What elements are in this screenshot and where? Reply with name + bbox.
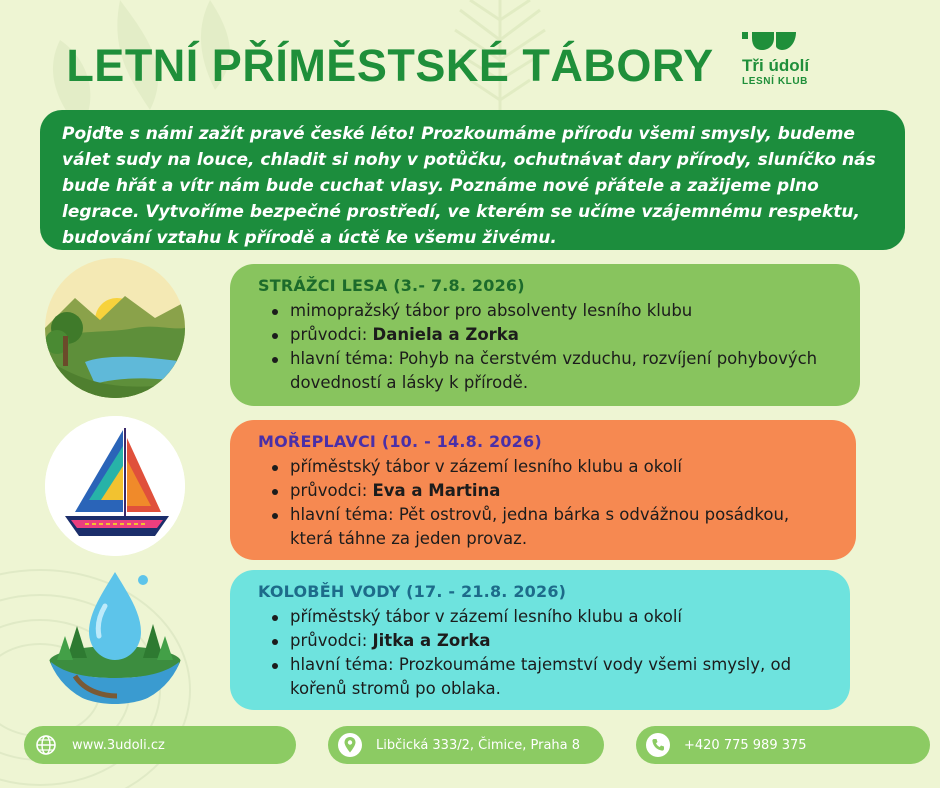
footer-website[interactable] — [24, 726, 296, 764]
phone-number[interactable]: +420 775 989 375 — [684, 737, 807, 753]
guides-label: průvodci: — [290, 481, 373, 500]
camp-guides — [258, 479, 830, 503]
footer-phone[interactable] — [636, 726, 930, 764]
landscape-icon — [45, 258, 185, 398]
guides-names: Eva a Martina — [372, 481, 501, 500]
globe-icon — [34, 733, 58, 757]
logo-name: Tři údolí — [742, 56, 810, 75]
logo-mark-icon — [742, 30, 798, 52]
guides-names: Daniela a Zorka — [372, 325, 519, 344]
guides-names: Jitka a Zorka — [372, 631, 491, 650]
footer-address — [328, 726, 604, 764]
camp-type: příměstský tábor v zázemí lesního klubu a okolí — [258, 605, 824, 629]
camp-card-kolobeh-vody — [230, 570, 850, 710]
camp-theme: hlavní téma: Pohyb na čerstvém vzduchu, rozvíjení pohybových dovedností a lásky k přírodě. — [258, 347, 834, 395]
camp-guides — [258, 629, 824, 653]
water-drop-icon — [45, 566, 185, 706]
camp-theme: hlavní téma: Prozkoumáme tajemství vody všemi smysly, od kořenů stromů po oblaka. — [258, 653, 824, 701]
camp-guides — [258, 323, 834, 347]
camp-title: MOŘEPLAVCI (10. - 14.8. 2026) — [258, 432, 542, 451]
intro-text: Pojďte s námi zažít pravé české léto! Prozkoumáme přírodu všemi smysly, budeme válet sudy na louce, chladit si nohy v potůčku, ochutnávat dary přírody, sluníčko nás bude hřát a vítr nám bude cuchat vlasy. Poznáme nové přátele a zažijeme plno legrace. Vytvoříme bezpečné prostředí, ve kterém se učíme vzájemnému respektu, budování vztahu k přírodě a úctě ke všemu živému. — [62, 124, 876, 248]
guides-label: průvodci: — [290, 325, 373, 344]
camp-title: KOLOBĚH VODY (17. - 21.8. 2026) — [258, 582, 567, 601]
sailboat-icon — [45, 416, 185, 556]
logo-subtitle: LESNÍ KLUB — [742, 76, 808, 87]
camp-details — [258, 455, 830, 551]
camp-card-moreplavci — [230, 420, 856, 560]
guides-label: průvodci: — [290, 631, 373, 650]
location-pin-icon — [338, 733, 362, 757]
logo — [742, 30, 852, 87]
camp-type: mimopražský tábor pro absolventy lesního klubu — [258, 299, 834, 323]
intro-box — [40, 110, 905, 250]
phone-icon — [646, 733, 670, 757]
camp-details — [258, 605, 824, 701]
page-title: LETNÍ PŘÍMĚSTSKÉ TÁBORY — [66, 40, 714, 91]
address-text: Libčická 333/2, Čimice, Praha 8 — [376, 737, 581, 753]
camp-details — [258, 299, 834, 395]
camp-type: příměstský tábor v zázemí lesního klubu a okolí — [258, 455, 830, 479]
camp-title: STRÁŽCI LESA (3.- 7.8. 2026) — [258, 276, 525, 295]
website-link[interactable]: www.3udoli.cz — [72, 737, 165, 753]
camp-theme: hlavní téma: Pět ostrovů, jedna bárka s odvážnou posádkou, která táhne za jeden provaz. — [258, 503, 830, 551]
camp-card-strazci-lesa — [230, 264, 860, 406]
